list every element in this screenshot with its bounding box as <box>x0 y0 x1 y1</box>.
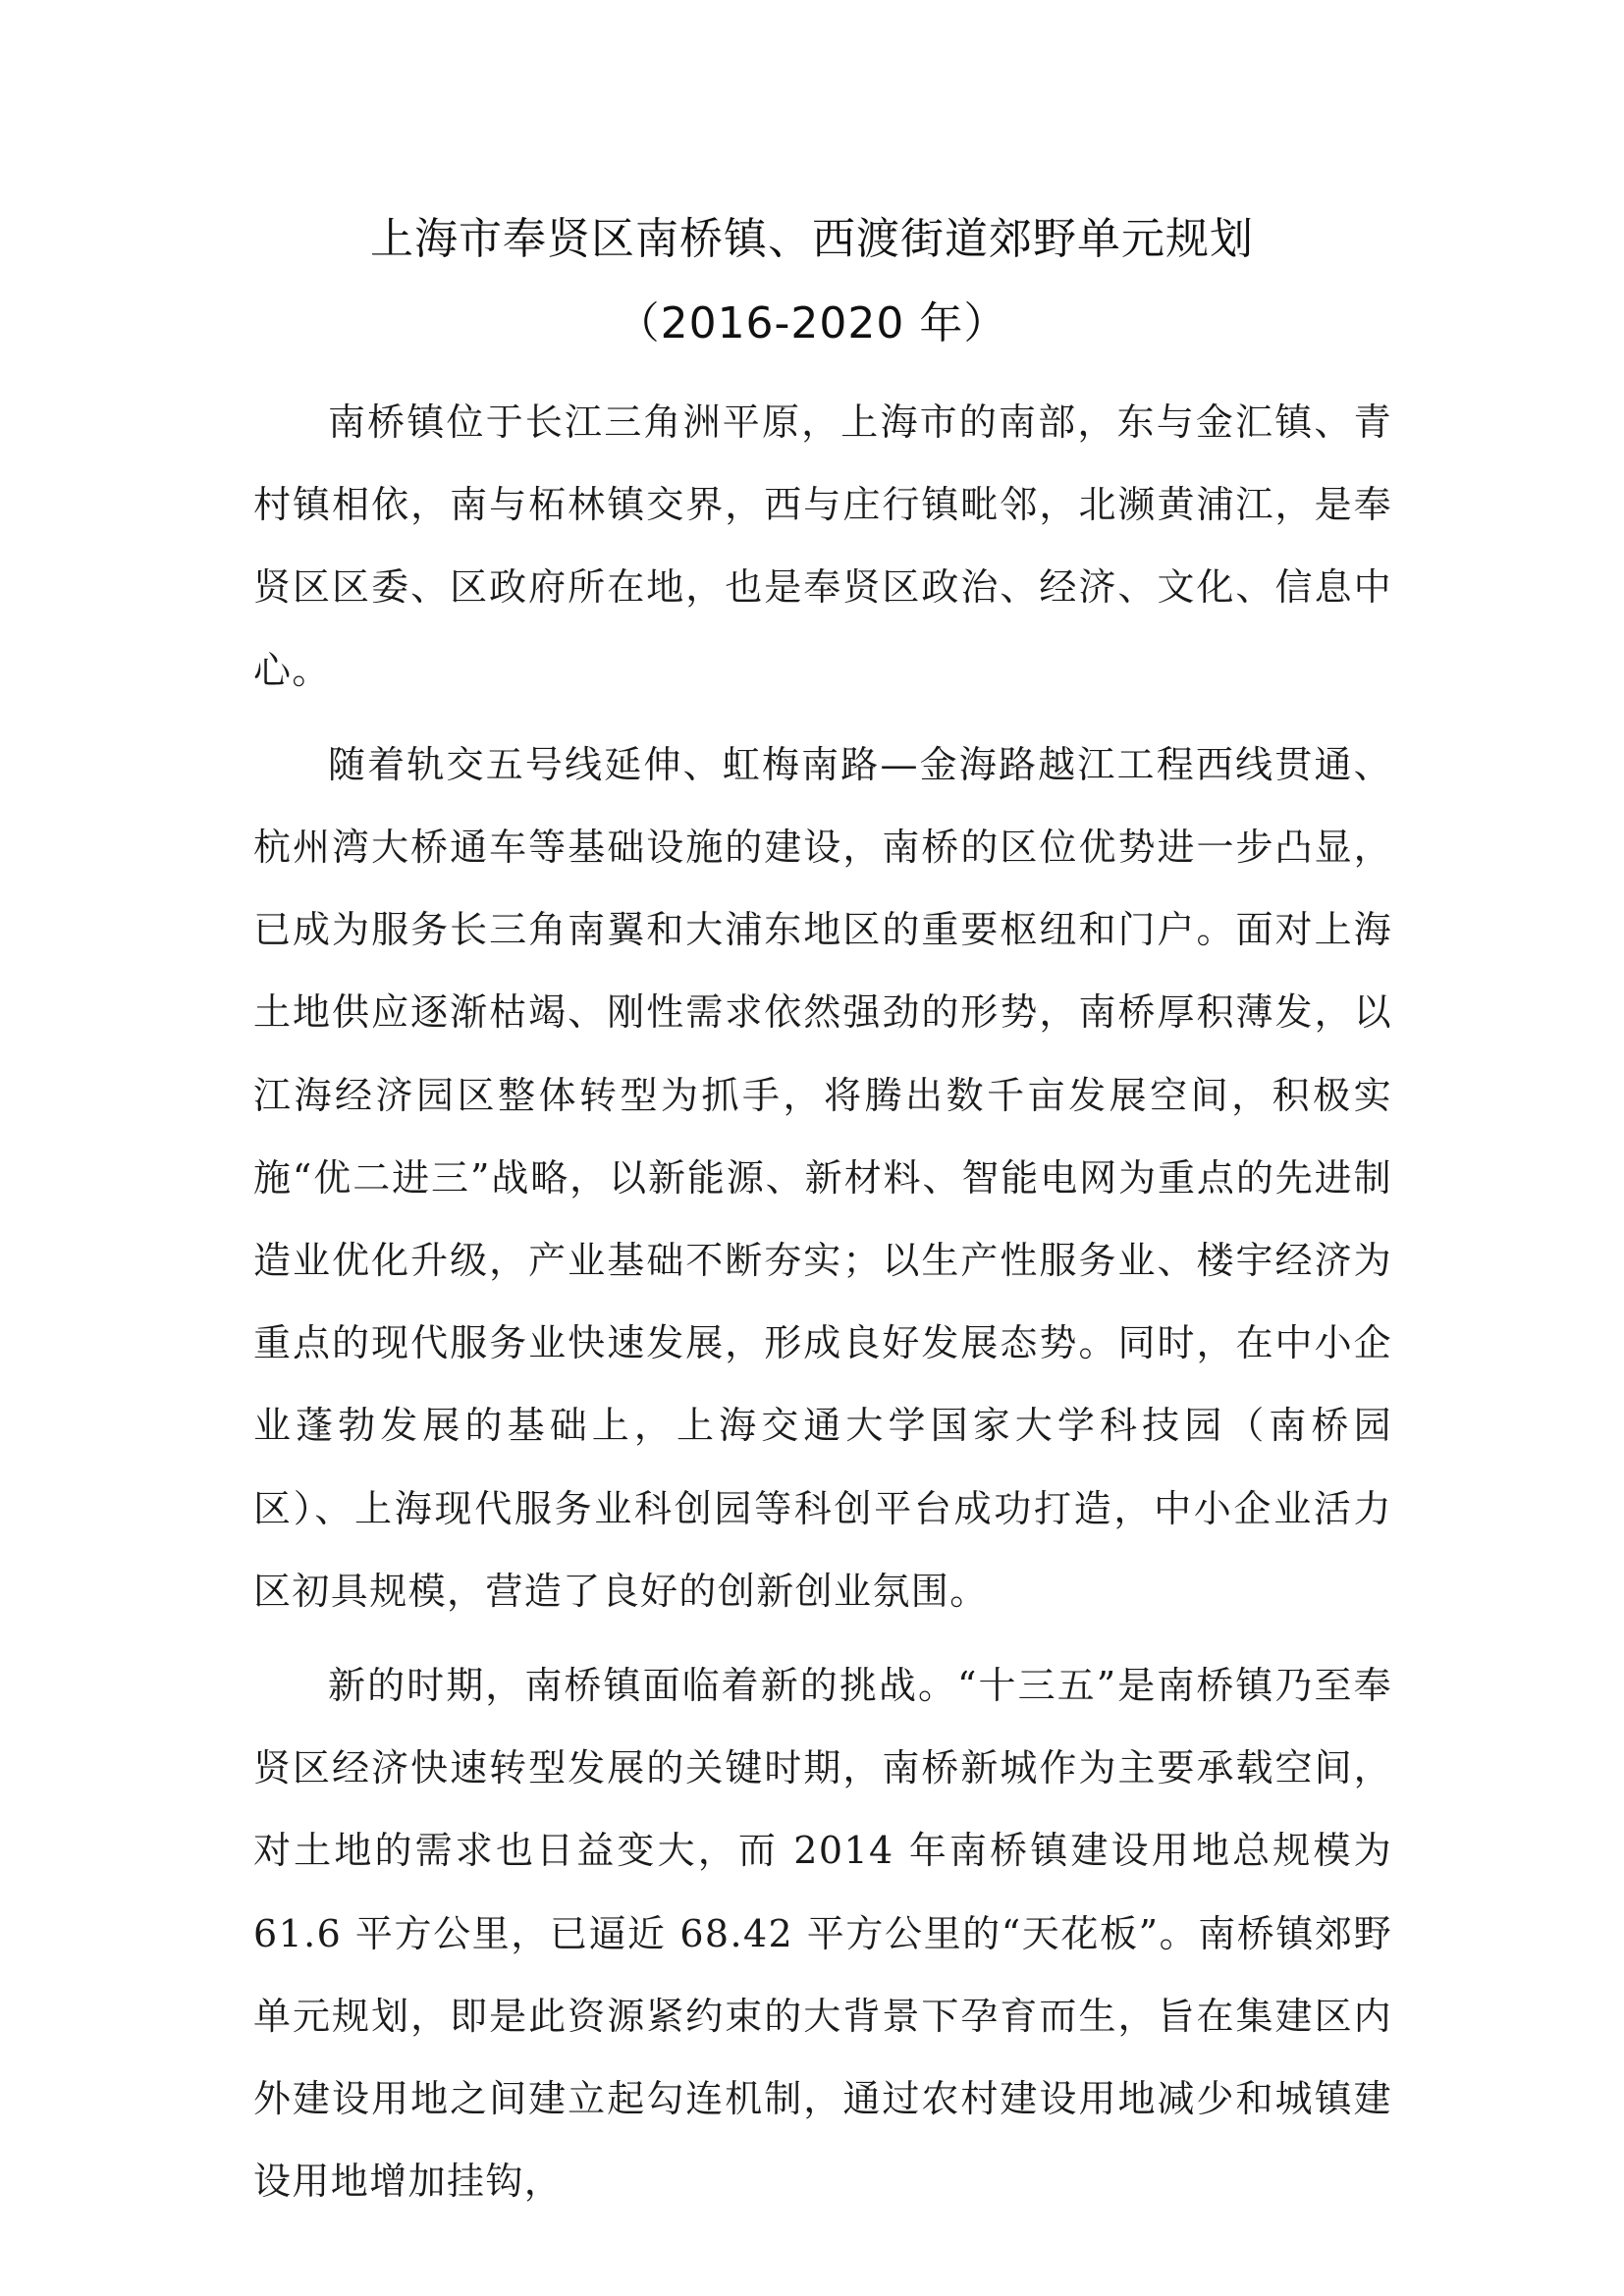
document-subtitle: （2016-2020 年） <box>616 298 1008 348</box>
paragraph-development: 随着轨交五号线延伸、虹梅南路—金海路越江工程西线贯通、杭州湾大桥通车等基础设施的建设，南桥的区位优势进一步凸显，已成为服务长三角南翼和大浦东地区的重要枢纽和门户。面对上海土地供应逐渐枯竭、刚性需求依然强劲的形势，南桥厚积薄发，以江海经济园区整体转型为抓手，将腾出数千亩发展空间，积极实施“优二进三”战略，以新能源、新材料、智能电网为重点的先进制造业优化升级，产业基础不断夯实；以生产性服务业、楼宇经济为重点的现代服务业快速发展，形成良好发展态势。同时，在中小企业蓬勃发展的基础上，上海交通大学国家大学科技园（南桥园区）、上海现代服务业科创园等科创平台成功打造，中小企业活力区初具规模，营造了良好的创新创业氛围。 <box>253 742 1392 1613</box>
document-title: 上海市奉贤区南桥镇、西渡街道郊野单元规划 <box>370 214 1254 264</box>
paragraph-challenges: 新的时期，南桥镇面临着新的挑战。“十三五”是南桥镇乃至奉贤区经济快速转型发展的关键时期，南桥新城作为主要承载空间，对土地的需求也日益变大，而 2014 年南桥镇建设用地总规模为 61.6 平方公里，已逼近 68.42 平方公里的“天花板”。南桥镇郊野单元规划，即是此资源紧约束的大背景下孕育而生，旨在集建区内外建设用地之间建立起勾连机制，通过农村建设用地减少和城镇建设用地增加挂钩， <box>253 1664 1392 2204</box>
document-body <box>253 381 1392 2222</box>
paragraph-location: 南桥镇位于长江三角洲平原，上海市的南部，东与金汇镇、青村镇相依，南与柘林镇交界，西与庄行镇毗邻，北濒黄浦江，是奉贤区区委、区政府所在地，也是奉贤区政治、经济、文化、信息中心。 <box>253 400 1392 692</box>
